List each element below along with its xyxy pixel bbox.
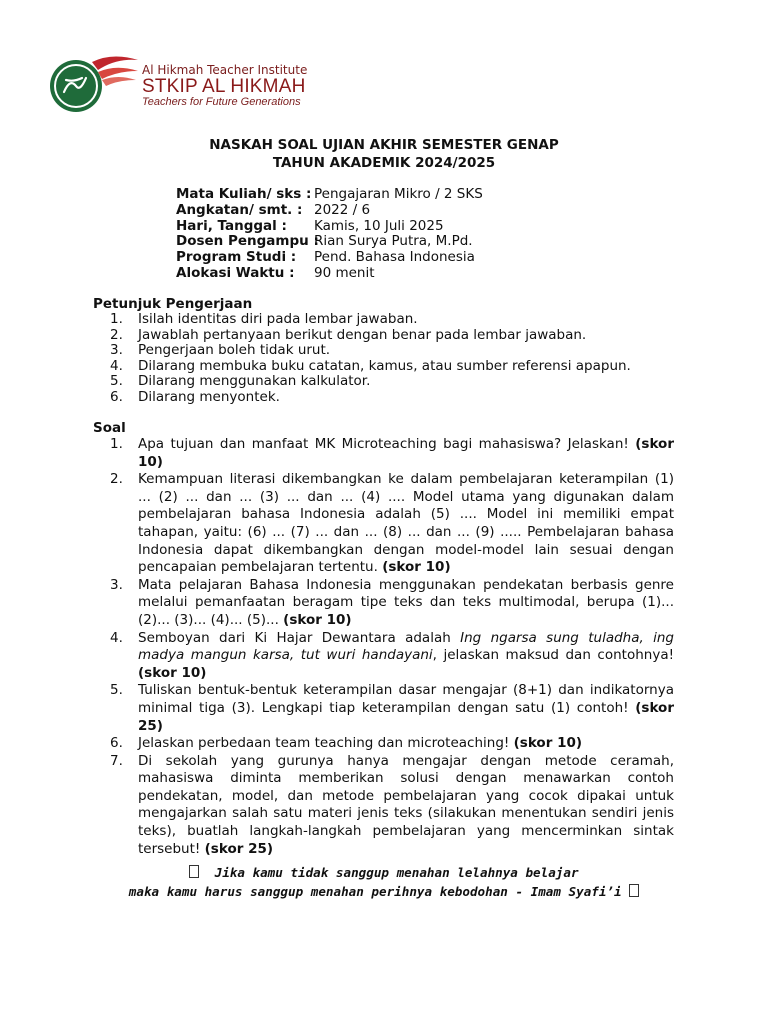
question-item: 6. Jelaskan perbedaan team teaching dan microteaching! (skor 10) (110, 735, 583, 752)
info-duration: Alokasi Waktu : 90 menit (176, 264, 375, 281)
info-date: Hari, Tanggal : Kamis, 10 Juli 2025 (176, 217, 444, 234)
info-course: Mata Kuliah/ sks : Pengajaran Mikro / 2 SKS (176, 186, 483, 202)
missing-glyph-icon (629, 884, 639, 897)
question-score: (skor 10) (138, 436, 674, 470)
question-item: 5. Tuliskan bentuk-bentuk keterampilan dasar mengajar (8+1) dan indikatornya minimal tiga (3). Lengkapi tiap keterampilan dengan satu (1) contoh! (skor 25) (110, 682, 674, 734)
missing-glyph-icon (189, 865, 199, 878)
list-item: 5. Dilarang menggunakan kalkulator. (110, 373, 371, 390)
document-subtitle: TAHUN AKADEMIK 2024/2025 (272, 155, 496, 171)
instructions-list (110, 312, 631, 406)
question-score: (skor 25) (204, 840, 274, 857)
logo-name: STKIP AL HIKMAH (142, 75, 306, 97)
instructions-heading: Petunjuk Pengerjaan (93, 296, 253, 312)
question-score: (skor 10) (382, 559, 451, 576)
document-title: NASKAH SOAL UJIAN AKHIR SEMESTER GENAP (209, 137, 559, 153)
list-item: 4. Dilarang membuka buku catatan, kamus, atau sumber referensi apapun. (110, 357, 631, 374)
question-score: (skor 25) (138, 699, 674, 734)
question-item: 1. Apa tujuan dan manfaat MK Microteaching bagi mahasiswa? Jelaskan! (skor 10) (110, 436, 674, 470)
list-item: 6. Dilarang menyontek. (110, 388, 280, 405)
quote-line-2: maka kamu harus sanggup menahan perihnya kebodohan - Imam Syafi’i (0, 884, 768, 899)
info-program: Program Studi : Pend. Bahasa Indonesia (176, 249, 475, 266)
info-lecturer: Dosen Pengampu :Rian Surya Putra, M.Pd. (176, 233, 473, 250)
question-score: (skor 10) (513, 735, 583, 752)
info-cohort: Angkatan/ smt. : 2022 / 6 (176, 201, 371, 218)
question-item: 3. Mata pelajaran Bahasa Indonesia menggunakan pendekatan berbasis genre melalui pemanfaatan beragam tipe teks dan teks multimodal, berupa (1)... (2)... (3)... (4)... (5)... (skor 10) (110, 576, 674, 628)
question-item: 4. Semboyan dari Ki Hajar Dewantara adalah Ing ngarsa sung tuladha, ing madya mangun karsa, tut wuri handayani, jelaskan maksud dan contohnya! (skor 10) (110, 629, 674, 681)
question-item: 7. Di sekolah yang gurunya hanya mengajar dengan metode ceramah, mahasiswa diminta memberikan solusi dengan menawarkan contoh pendekatan, model, dan metode pembelajaran yang cocok dipakai untuk mengajarkan salah satu materi jenis teks (silakukan menentukan sendiri jenis teks), buatlah langkah-langkah pembelajaran yang mencerminkan sintak tersebut! (skor 25) (110, 752, 674, 857)
question-item: 2. Kemampuan literasi dikembangkan ke dalam pembelajaran keterampilan (1) ... (2) ... dan ... (3) ... dan ... (4) .... Model utama yang digunakan dalam pembelajaran bahasa Indonesia adalah (5) .... Model ini memiliki empat tahapan, yaitu: (6) ... (7) ... dan ... (8) ... dan ... (9) ..... Pembelajaran bahasa Indonesia dapat dikembangkan dengan model-model lain sesuai dengan pencapaian pembelajaran tertentu. (skor 10) (110, 471, 674, 576)
list-item: 3. Pengerjaan boleh tidak urut. (110, 342, 331, 359)
quote-line-1: Jika kamu tidak sanggup menahan lelahnya belajar (0, 865, 768, 880)
logo-institute: Al Hikmah Teacher Institute (142, 63, 308, 77)
logo-wordmark (142, 64, 307, 108)
questions-list (110, 436, 674, 858)
list-item: 2. Jawablah pertanyaan berikut dengan benar pada lembar jawaban. (110, 326, 587, 343)
questions-heading: Soal (93, 420, 126, 436)
logo-tagline: Teachers for Future Generations (142, 95, 301, 108)
question-score: (skor 10) (283, 611, 352, 628)
exam-info (176, 187, 483, 282)
list-item: 1. Isilah identitas diri pada lembar jawaban. (110, 311, 418, 327)
question-score: (skor 10) (138, 664, 207, 681)
